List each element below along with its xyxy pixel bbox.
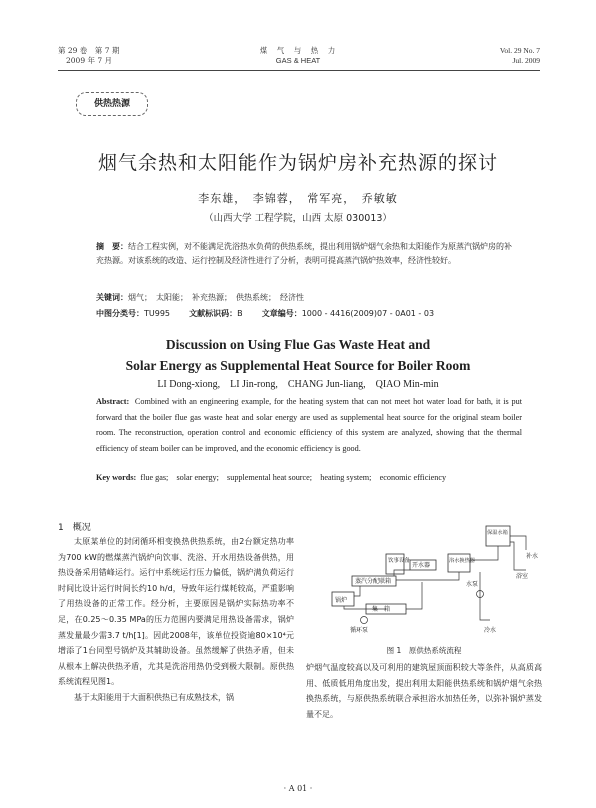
figure-1-caption: 图 1 原供热系统流程 <box>386 646 462 655</box>
label-boiler: 锅炉 <box>335 597 348 604</box>
abstract-en-text: Combined with an engineering example, for the heating system that can not meet hot water load for bath, it is put forward that the boiler flue gas waste heat and solar energy are used as supplemental heat source for the original steam boiler room. The reconstruction, operation control and economic efficiency of this system are analyzed, showing that the thermal efficiency of steam boiler can be improved, and the economic efficiency is good. <box>96 397 522 453</box>
keywords-zh-label: 关键词： <box>96 293 128 302</box>
section-1-para-1: 太原某单位的封闭循环相变换热供热系统，由2台额定热功率为700 kW的燃煤蒸汽锅炉向饮事、洗浴、开水用热设备供热，用热设备采用错峰运行。运行中系统运行压力偏低，锅炉满负荷运行时间比设计运行时间长约10 h/d，导致年运行煤耗较高，严重影响了用热设备的正常工作。经分析，主要原因是锅炉实际热功率不足，在0.25～0.35 MPa的压力范围内要满足用热设备需求，锅炉蒸发量最少需3.7 t/h[1]。因此2008年，该单位投资逾80×10⁴元增添了1台同型号锅炉及其辅助设备。虽然缓解了供热矛盾，但未从根本上解决供热矛盾，尤其是洗浴用热仍受到极大限制。原供热系统流程见图1。 <box>58 537 294 687</box>
doc-code-label: 文献标识码： <box>189 309 238 318</box>
cooking-box <box>386 554 404 574</box>
label-cold-water: 冷水 <box>484 627 497 634</box>
label-pump-circ: 循环泵 <box>350 627 369 634</box>
right-column-para: 炉烟气温度较高以及可利用的建筑屋顶面积较大等条件，从高质高用、低质低用角度出发，提出利用太阳能供热系统和锅炉烟气余热换热系统，与原供热系统联合承担浴水加热任务，以弥补锅炉蒸发量不足。 <box>306 663 542 719</box>
meta-block <box>96 290 434 322</box>
clc-label: 中图分类号： <box>96 309 144 318</box>
abstract-en-label: Abstract: <box>96 397 130 406</box>
article-no-value: 1000 - 4416(2009)07 - 0A01 - 03 <box>301 309 435 318</box>
affiliation-zh: （山西大学 工程学院，山西 太原 030013） <box>204 213 392 224</box>
figure-1-diagram <box>330 520 540 644</box>
header-date-zh: 2009 年 7 月 <box>66 56 113 65</box>
pipe-storage-out <box>510 536 526 550</box>
title-en-line1: Discussion on Using Flue Gas Waste Heat and <box>165 337 431 352</box>
keywords-zh-text: 烟气； 太阳能； 补充热源； 供热系统； 经济性 <box>128 293 304 302</box>
abstract-zh-text: 结合工程实例，对不能满足洗浴热水负荷的供热系统，提出利用锅炉烟气余热和太阳能作为原蒸汽锅炉房的补充热源。对该系统的改造、运行控制及经济性进行了分析，表明可提高蒸汽锅炉热效率，经济性较好。 <box>96 242 512 265</box>
label-cooking: 饮事设备 <box>388 558 411 564</box>
label-boiling: 开水器 <box>412 562 431 569</box>
label-storage: 保温水箱 <box>487 530 508 536</box>
section-tag: 供热热源 <box>76 92 148 116</box>
header-journal-en: GAS & HEAT <box>275 56 321 65</box>
title-en-line2: Solar Energy as Supplemental Heat Source for Boiler Room <box>125 358 471 373</box>
abstract-zh-label: 摘 要： <box>96 242 128 251</box>
label-makeup: 补水 <box>526 553 539 560</box>
section-1-para-2: 基于太阳能用于大面积供热已有成熟技术，锅 <box>74 692 234 702</box>
keywords-en-label: Key words: <box>96 473 137 482</box>
header-rule <box>58 70 540 71</box>
page-number: · A 01 · <box>283 784 313 793</box>
pipe-boiler-out <box>354 586 360 596</box>
label-tank: 集 箱 <box>372 606 391 613</box>
authors-en: LI Dong-xiong, LI Jin-rong, CHANG Jun-liang, QIAO Min-min <box>157 379 439 390</box>
classification-line <box>96 306 434 322</box>
abstract-zh <box>96 240 516 268</box>
header-date-en: Jul. 2009 <box>512 56 540 65</box>
right-column <box>306 660 542 722</box>
section-1-heading: 1 概况 <box>58 523 91 533</box>
keywords-zh <box>96 290 434 306</box>
storage-box <box>486 526 510 546</box>
label-pump-water: 水泵 <box>466 581 479 588</box>
pump-circ-icon <box>361 617 368 624</box>
keywords-en-text: flue gas; solar energy; supplemental heat source; heating system; economic efficiency <box>140 473 447 482</box>
keywords-en <box>96 470 522 486</box>
article-no-label: 文章编号： <box>261 309 302 318</box>
pipe-condensate <box>406 582 422 609</box>
pipe-to-shower <box>510 542 526 570</box>
header-volume-zh: 第 29 卷 第 7 期 <box>58 46 120 55</box>
abstract-en <box>96 394 522 456</box>
header-journal-zh: 煤 气 与 热 力 <box>259 46 337 55</box>
clc-value: TU995 <box>144 309 171 318</box>
pipe-to-boiling <box>394 570 410 576</box>
label-bath-hx: 浴水换热器 <box>449 558 475 564</box>
pipe-cold <box>480 572 490 620</box>
doc-code-value: B <box>237 309 243 318</box>
left-column <box>58 534 294 706</box>
authors-zh: 李东雄， 李锦蓉， 常军亮， 乔敏敏 <box>198 192 398 205</box>
label-shower: 浴室 <box>516 573 529 580</box>
title-en <box>0 334 596 376</box>
label-distributor: 蒸汽分配联箱 <box>355 578 392 585</box>
header-volume-en: Vol. 29 No. 7 <box>499 46 540 55</box>
title-zh: 烟气余热和太阳能作为锅炉房补充热源的探讨 <box>97 152 498 174</box>
pipe-to-bath <box>396 572 459 580</box>
